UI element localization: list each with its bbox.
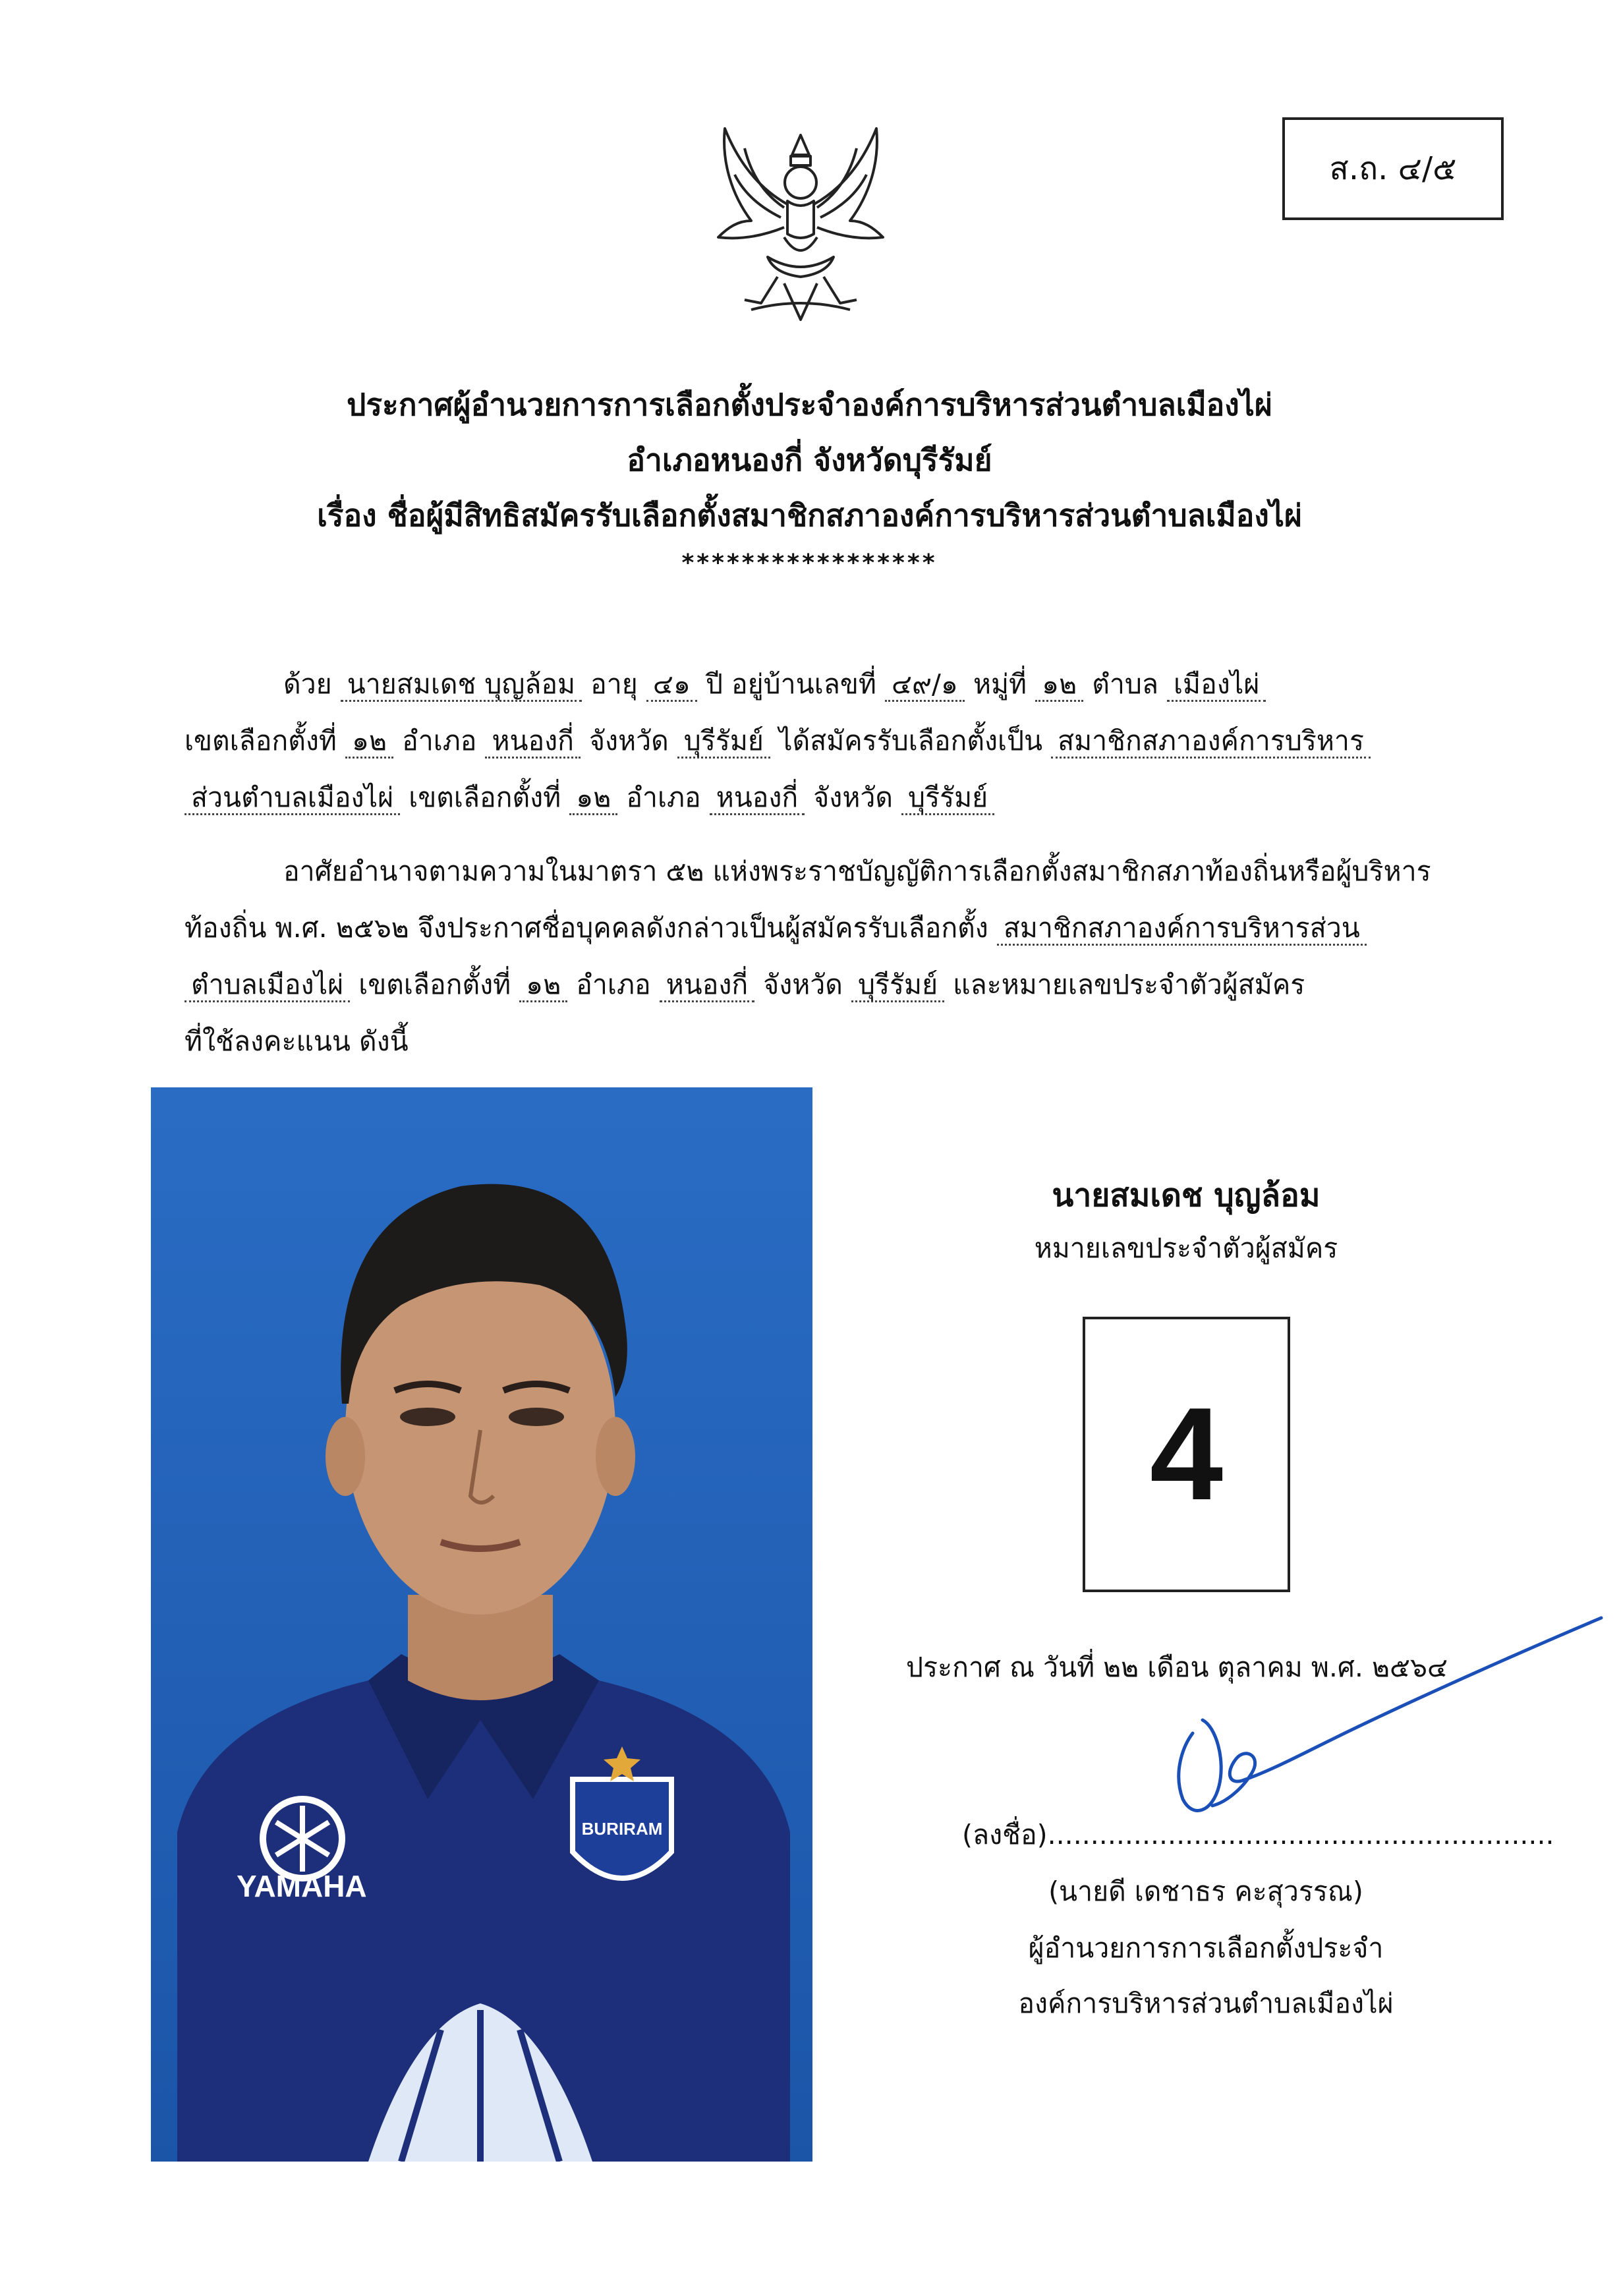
candidate-name-fill: นายสมเดช บุญล้อม [341,668,582,702]
text: อำเภอ [402,725,477,757]
candidate-number-label: หมายเลขประจำตัวผู้สมัคร [1034,1232,1338,1264]
para2-line1: อาศัยอำนาจตามความในมาตรา ๕๒ แห่งพระราชบัญญัติการเลือกตั้งสมาชิกสภาท้องถิ่นหรือผู้บริหาร [283,855,1431,887]
tambon-fill: เมืองไผ่ [1167,668,1266,702]
candidate-name: นายสมเดช บุญล้อม [1052,1177,1321,1214]
text: จังหวัด [763,969,843,1000]
district-no-fill: ๑๒ [345,725,393,759]
amphoe-fill: หนองกี่ [485,725,581,759]
para2-line3 [185,963,1305,1006]
announce-date: ประกาศ ณ วันที่ ๒๒ เดือน ตุลาคม พ.ศ. ๒๕๖๔ [906,1651,1448,1683]
text: ท้องถิ่น พ.ศ. ๒๕๖๒ จึงประกาศชื่อบุคคลดังกล่าวเป็นผู้สมัครรับเลือกตั้ง [185,912,988,944]
heading-line-2: อำเภอหนองกี่ จังหวัดบุรีรัมย์ [627,442,992,478]
heading-line-1: ประกาศผู้อำนวยการการเลือกตั้งประจำองค์การบริหารส่วนตำบลเมืองไผ่ [347,387,1272,422]
heading-line-3: เรื่อง ชื่อผู้มีสิทธิสมัครรับเลือกตั้งสมาชิกสภาองค์การบริหารส่วนตำบลเมืองไผ่ [317,498,1302,533]
moo-fill: ๑๒ [1035,668,1083,702]
signer-title-2: องค์การบริหารส่วนตำบลเมืองไผ่ [1018,1988,1394,2019]
text: จังหวัด [813,782,893,813]
text: อายุ [590,668,638,700]
heading-stars: ***************** [681,550,938,577]
para1-line2 [185,720,1371,762]
text: เขตเลือกตั้งที่ [358,969,511,1000]
text: หมู่ที่ [973,668,1027,700]
text: เขตเลือกตั้งที่ [409,782,561,813]
candidate-number: 4 [1149,1381,1224,1528]
para2-line2 [185,907,1367,950]
text: เขตเลือกตั้งที่ [185,725,337,757]
sign-dots: ........................................................... [1047,1819,1554,1851]
para1-line1 [283,663,1266,706]
club-badge-text: BURIRAM [581,1819,663,1839]
amphoe-fill: หนองกี่ [710,782,805,815]
sign-label: (ลงชื่อ) [962,1819,1048,1851]
text: จังหวัด [589,725,669,757]
candidate-photo [151,1087,812,2162]
para2-line4: ที่ใช้ลงคะแนน ดังนี้ [185,1025,409,1057]
text: ปี อยู่บ้านเลขที่ [705,668,876,700]
position-fill: สมาชิกสภาองค์การบริหารส่วน [997,912,1367,946]
sign-line [962,1814,1554,1856]
para1-line3 [185,776,994,819]
text: ด้วย [283,668,332,700]
candidate-portrait [151,1087,812,2162]
position-fill-cont: ตำบลเมืองไผ่ [185,969,350,1002]
text: อำเภอ [626,782,701,813]
district-no-fill: ๑๒ [569,782,617,815]
age-fill: ๔๑ [646,668,697,702]
province-fill: บุรีรัมย์ [851,969,944,1002]
text: อำเภอ [576,969,651,1000]
province-fill: บุรีรัมย์ [901,782,994,815]
house-no-fill: ๔๙/๑ [885,668,965,702]
shirt-brand-text: YAMAHA [237,1869,367,1903]
district-no-fill: ๑๒ [519,969,567,1002]
text: ได้สมัครรับเลือกตั้งเป็น [778,725,1043,757]
candidate-number-box [1083,1317,1290,1592]
signer-title-1: ผู้อำนวยการการเลือกตั้งประจำ [1028,1932,1384,1964]
position-fill-cont: ส่วนตำบลเมืองไผ่ [185,782,400,815]
signer-name: (นายดี เดชาธร คะสุวรรณ) [1048,1876,1363,1907]
garuda-emblem [705,122,896,330]
position-fill: สมาชิกสภาองค์การบริหาร [1051,725,1371,759]
text: ตำบล [1092,668,1158,700]
amphoe-fill: หนองกี่ [660,969,755,1002]
signature-mark [1120,1608,1608,1832]
form-code-box [1282,117,1504,220]
province-fill: บุรีรัมย์ [677,725,770,759]
text: และหมายเลขประจำตัวผู้สมัคร [953,969,1305,1000]
form-code: ส.ถ. ๔/๕ [1329,150,1457,187]
